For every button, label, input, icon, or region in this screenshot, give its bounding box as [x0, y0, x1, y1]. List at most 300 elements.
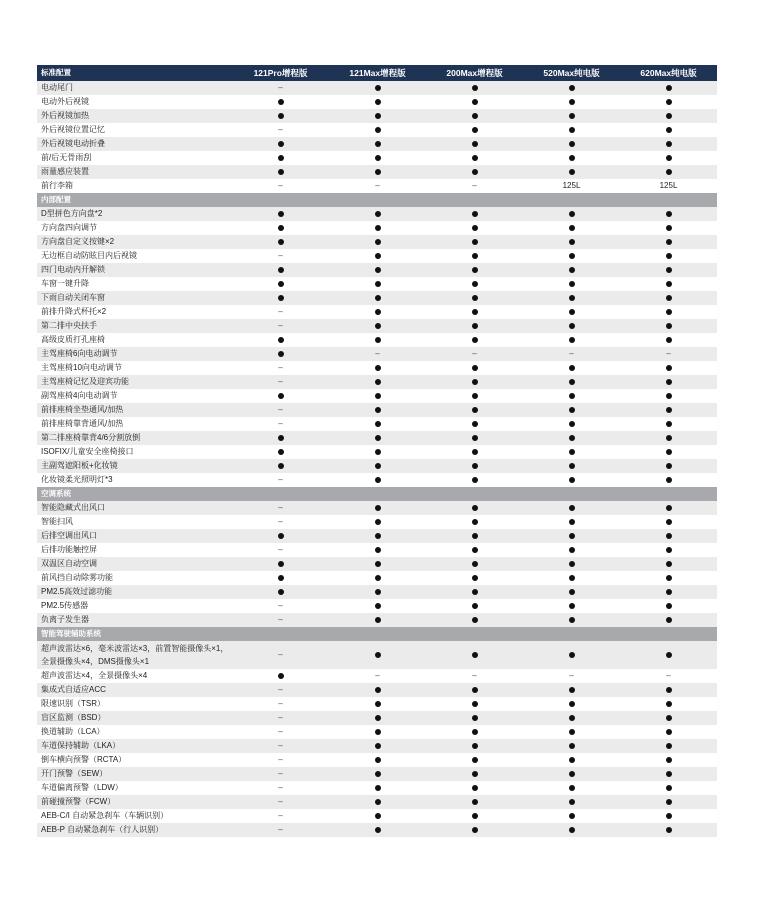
table-row	[37, 249, 717, 263]
standard-dot-cell	[620, 123, 717, 137]
table-row	[37, 445, 717, 459]
not-available-cell	[232, 375, 329, 389]
not-available-cell	[232, 683, 329, 697]
standard-dot-icon	[666, 309, 672, 315]
standard-dot-icon	[569, 701, 575, 707]
standard-dot-icon	[666, 519, 672, 525]
not-available-cell	[329, 669, 426, 683]
standard-dot-cell	[426, 319, 523, 333]
standard-dot-icon	[472, 589, 478, 595]
feature-name	[37, 361, 232, 375]
standard-dot-cell	[329, 683, 426, 697]
feature-name-line: PM2.5高效过滤功能	[41, 587, 113, 596]
standard-dot-cell	[620, 585, 717, 599]
standard-dot-icon	[375, 421, 381, 427]
standard-dot-icon	[666, 393, 672, 399]
table-row	[37, 529, 717, 543]
standard-dot-cell	[426, 781, 523, 795]
standard-dot-cell	[523, 795, 620, 809]
table-body	[37, 81, 717, 837]
standard-dot-cell	[426, 585, 523, 599]
standard-dot-cell	[620, 417, 717, 431]
standard-dot-icon	[375, 827, 381, 833]
feature-name	[37, 725, 232, 739]
standard-dot-icon	[666, 421, 672, 427]
standard-dot-cell	[329, 711, 426, 725]
standard-dot-icon	[472, 701, 478, 707]
standard-dot-icon	[375, 533, 381, 539]
standard-dot-cell	[426, 613, 523, 627]
standard-dot-cell	[620, 151, 717, 165]
standard-dot-cell	[523, 249, 620, 263]
standard-dot-cell	[620, 361, 717, 375]
standard-dot-icon	[666, 603, 672, 609]
not-available-cell	[232, 417, 329, 431]
feature-name	[37, 137, 232, 151]
standard-dot-icon	[666, 701, 672, 707]
standard-dot-cell	[523, 207, 620, 221]
standard-dot-cell	[620, 165, 717, 179]
standard-dot-cell	[620, 795, 717, 809]
feature-name-line: 超声波雷达×6，毫米波雷达×3，前置智能摄像头×1，	[41, 644, 229, 653]
standard-dot-icon	[375, 365, 381, 371]
standard-dot-cell	[329, 739, 426, 753]
standard-dot-cell	[620, 529, 717, 543]
standard-dot-cell	[329, 291, 426, 305]
feature-name-line: AEB-C/I 自动紧急刹车（车辆识别）	[41, 811, 169, 820]
feature-name	[37, 403, 232, 417]
standard-dot-cell	[620, 389, 717, 403]
standard-dot-cell	[620, 515, 717, 529]
standard-dot-icon	[569, 267, 575, 273]
standard-dot-cell	[329, 795, 426, 809]
dash-icon: –	[278, 363, 283, 372]
standard-dot-icon	[375, 785, 381, 791]
feature-name-line: 超声波雷达×4，全景摄像头×4	[41, 671, 148, 680]
feature-name	[37, 207, 232, 221]
table-row	[37, 95, 717, 109]
not-available-cell	[232, 403, 329, 417]
standard-dot-cell	[426, 753, 523, 767]
standard-dot-cell	[620, 235, 717, 249]
dash-icon: –	[278, 601, 283, 610]
standard-dot-icon	[472, 365, 478, 371]
standard-dot-icon	[375, 449, 381, 455]
standard-dot-cell	[620, 683, 717, 697]
standard-dot-icon	[569, 309, 575, 315]
table-row	[37, 515, 717, 529]
standard-dot-icon	[569, 253, 575, 259]
column-header: 121Max增程版	[349, 68, 406, 78]
feature-name-line: 智能隐藏式出风口	[41, 503, 105, 512]
standard-dot-cell	[426, 109, 523, 123]
table-row	[37, 795, 717, 809]
standard-dot-icon	[278, 449, 284, 455]
standard-dot-cell	[523, 137, 620, 151]
standard-dot-cell	[523, 753, 620, 767]
feature-name-line: 前排座椅靠背通风/加热	[41, 419, 124, 428]
standard-dot-cell	[523, 543, 620, 557]
standard-dot-cell	[620, 109, 717, 123]
standard-dot-icon	[666, 715, 672, 721]
dash-icon: –	[278, 503, 283, 512]
standard-dot-icon	[569, 281, 575, 287]
standard-dot-cell	[620, 767, 717, 781]
standard-dot-cell	[426, 361, 523, 375]
standard-dot-cell	[426, 501, 523, 515]
standard-dot-icon	[375, 813, 381, 819]
standard-dot-icon	[278, 211, 284, 217]
table-row	[37, 613, 717, 627]
standard-dot-cell	[426, 137, 523, 151]
standard-dot-cell	[620, 81, 717, 95]
standard-dot-icon	[666, 477, 672, 483]
feature-name-line: 方向盘四向调节	[41, 223, 97, 232]
standard-dot-cell	[620, 249, 717, 263]
standard-dot-icon	[375, 225, 381, 231]
standard-dot-icon	[666, 365, 672, 371]
standard-dot-cell	[620, 319, 717, 333]
dash-icon: –	[278, 377, 283, 386]
standard-dot-icon	[472, 449, 478, 455]
feature-name-line: 双温区自动空调	[41, 559, 97, 568]
feature-name	[37, 683, 232, 697]
table-row	[37, 711, 717, 725]
standard-dot-cell	[329, 753, 426, 767]
standard-dot-icon	[666, 281, 672, 287]
not-available-cell	[232, 599, 329, 613]
standard-dot-icon	[666, 99, 672, 105]
standard-dot-icon	[472, 253, 478, 259]
not-available-cell	[426, 669, 523, 683]
not-available-cell	[232, 515, 329, 529]
standard-dot-icon	[569, 505, 575, 511]
standard-dot-icon	[375, 477, 381, 483]
standard-dot-cell	[329, 263, 426, 277]
standard-dot-icon	[666, 687, 672, 693]
dash-icon: –	[666, 349, 671, 358]
dash-icon: –	[278, 727, 283, 736]
feature-name	[37, 305, 232, 319]
standard-dot-icon	[666, 169, 672, 175]
standard-dot-cell	[620, 809, 717, 823]
standard-dot-icon	[278, 393, 284, 399]
feature-name-line: 盲区监测（BSD）	[41, 713, 106, 722]
dash-icon: –	[278, 125, 283, 134]
standard-dot-icon	[375, 715, 381, 721]
standard-dot-icon	[472, 757, 478, 763]
standard-dot-cell	[620, 403, 717, 417]
not-available-cell	[232, 473, 329, 487]
standard-dot-icon	[375, 519, 381, 525]
standard-dot-cell	[426, 81, 523, 95]
standard-dot-icon	[375, 652, 381, 658]
feature-name	[37, 151, 232, 165]
standard-dot-icon	[375, 589, 381, 595]
standard-dot-cell	[232, 221, 329, 235]
feature-name	[37, 781, 232, 795]
standard-dot-cell	[232, 389, 329, 403]
table-row	[37, 165, 717, 179]
standard-dot-cell	[232, 165, 329, 179]
standard-dot-icon	[569, 141, 575, 147]
standard-dot-cell	[426, 123, 523, 137]
standard-dot-cell	[329, 249, 426, 263]
feature-name	[37, 501, 232, 515]
section-header	[37, 627, 717, 641]
standard-dot-icon	[278, 281, 284, 287]
standard-dot-icon	[666, 407, 672, 413]
standard-dot-cell	[620, 501, 717, 515]
feature-name	[37, 809, 232, 823]
standard-dot-cell	[329, 823, 426, 837]
header-title: 标准配置	[41, 68, 71, 77]
standard-dot-cell	[523, 557, 620, 571]
not-available-cell	[620, 669, 717, 683]
standard-dot-cell	[232, 235, 329, 249]
standard-dot-cell	[426, 739, 523, 753]
column-header: 520Max纯电版	[543, 68, 600, 78]
standard-dot-icon	[569, 435, 575, 441]
standard-dot-cell	[620, 543, 717, 557]
feature-name	[37, 319, 232, 333]
standard-dot-cell	[523, 613, 620, 627]
standard-dot-icon	[472, 743, 478, 749]
feature-name	[37, 375, 232, 389]
feature-name	[37, 445, 232, 459]
standard-dot-cell	[329, 333, 426, 347]
standard-dot-icon	[472, 505, 478, 511]
table-row	[37, 739, 717, 753]
standard-dot-cell	[523, 648, 620, 662]
standard-dot-cell	[523, 165, 620, 179]
standard-dot-cell	[523, 529, 620, 543]
standard-dot-icon	[666, 225, 672, 231]
table-row	[37, 375, 717, 389]
standard-dot-cell	[620, 137, 717, 151]
standard-dot-icon	[278, 169, 284, 175]
standard-dot-cell	[523, 725, 620, 739]
dash-icon: –	[278, 713, 283, 722]
standard-dot-cell	[329, 781, 426, 795]
not-available-cell	[232, 249, 329, 263]
standard-dot-icon	[375, 253, 381, 259]
dash-icon: –	[278, 83, 283, 92]
not-available-cell	[232, 697, 329, 711]
standard-dot-icon	[666, 155, 672, 161]
standard-dot-icon	[278, 589, 284, 595]
standard-dot-cell	[329, 109, 426, 123]
standard-dot-cell	[620, 263, 717, 277]
standard-dot-cell	[329, 151, 426, 165]
standard-dot-icon	[375, 575, 381, 581]
standard-dot-cell	[329, 361, 426, 375]
standard-dot-icon	[569, 785, 575, 791]
standard-dot-icon	[569, 449, 575, 455]
standard-dot-icon	[472, 85, 478, 91]
standard-dot-cell	[523, 767, 620, 781]
not-available-cell	[232, 179, 329, 193]
table-row	[37, 207, 717, 221]
standard-dot-icon	[472, 799, 478, 805]
feature-name-line: 外后视镜位置记忆	[41, 125, 105, 134]
standard-dot-cell	[426, 725, 523, 739]
feature-name	[37, 669, 232, 683]
feature-name	[37, 613, 232, 627]
standard-dot-cell	[523, 823, 620, 837]
not-available-cell	[232, 305, 329, 319]
feature-name	[37, 123, 232, 137]
table-row	[37, 809, 717, 823]
not-available-cell	[523, 669, 620, 683]
feature-name	[37, 795, 232, 809]
table-row	[37, 319, 717, 333]
standard-dot-icon	[666, 757, 672, 763]
feature-name-line: 前碰撞预警（FCW）	[41, 797, 116, 806]
standard-dot-icon	[472, 295, 478, 301]
feature-name	[37, 642, 232, 668]
standard-dot-cell	[232, 347, 329, 361]
standard-dot-cell	[620, 571, 717, 585]
standard-dot-cell	[329, 389, 426, 403]
standard-dot-icon	[666, 267, 672, 273]
standard-dot-icon	[569, 155, 575, 161]
feature-name-line: 雨量感应装置	[41, 167, 89, 176]
standard-dot-cell	[329, 417, 426, 431]
standard-dot-cell	[329, 557, 426, 571]
standard-dot-cell	[523, 809, 620, 823]
standard-dot-cell	[523, 585, 620, 599]
standard-dot-icon	[666, 239, 672, 245]
standard-dot-cell	[426, 648, 523, 662]
table-row	[37, 403, 717, 417]
standard-dot-cell	[232, 459, 329, 473]
table-row	[37, 235, 717, 249]
standard-dot-icon	[666, 729, 672, 735]
section-title: 智能驾驶辅助系统	[41, 629, 101, 638]
standard-dot-icon	[569, 477, 575, 483]
table-row	[37, 151, 717, 165]
standard-dot-icon	[472, 435, 478, 441]
dash-icon: –	[278, 321, 283, 330]
table-row	[37, 669, 717, 683]
table-row	[37, 221, 717, 235]
standard-dot-cell	[232, 277, 329, 291]
standard-dot-cell	[426, 291, 523, 305]
standard-dot-icon	[569, 421, 575, 427]
standard-dot-cell	[232, 207, 329, 221]
feature-name	[37, 417, 232, 431]
dash-icon: –	[278, 650, 283, 659]
feature-name	[37, 221, 232, 235]
standard-dot-icon	[375, 337, 381, 343]
standard-dot-icon	[569, 652, 575, 658]
feature-name	[37, 95, 232, 109]
standard-dot-cell	[232, 529, 329, 543]
standard-dot-cell	[620, 739, 717, 753]
not-available-cell	[232, 501, 329, 515]
feature-name-line: 下雨自动关闭车窗	[41, 293, 105, 302]
not-available-cell	[523, 347, 620, 361]
standard-dot-cell	[232, 333, 329, 347]
standard-dot-cell	[523, 361, 620, 375]
standard-dot-icon	[472, 141, 478, 147]
standard-dot-icon	[375, 281, 381, 287]
feature-name	[37, 291, 232, 305]
standard-dot-cell	[426, 599, 523, 613]
standard-dot-icon	[666, 652, 672, 658]
feature-name-line: D型拼色方向盘*2	[41, 209, 103, 218]
standard-dot-cell	[232, 571, 329, 585]
dash-icon: –	[278, 699, 283, 708]
standard-dot-icon	[569, 575, 575, 581]
standard-dot-icon	[569, 393, 575, 399]
section-title: 内部配置	[41, 195, 71, 204]
standard-dot-icon	[666, 505, 672, 511]
not-available-cell	[232, 781, 329, 795]
standard-dot-icon	[278, 561, 284, 567]
standard-dot-cell	[523, 109, 620, 123]
standard-dot-cell	[426, 459, 523, 473]
not-available-cell	[329, 179, 426, 193]
feature-name	[37, 571, 232, 585]
standard-dot-icon	[375, 561, 381, 567]
feature-name	[37, 263, 232, 277]
standard-dot-cell	[620, 305, 717, 319]
standard-dot-icon	[472, 729, 478, 735]
standard-dot-icon	[569, 85, 575, 91]
feature-name-line: 智能扫风	[41, 517, 73, 526]
standard-dot-cell	[329, 431, 426, 445]
standard-dot-icon	[472, 421, 478, 427]
standard-dot-cell	[329, 305, 426, 319]
feature-name	[37, 347, 232, 361]
standard-dot-cell	[426, 95, 523, 109]
standard-dot-cell	[620, 613, 717, 627]
feature-name-line: 无边框自动防眩目内后视镜	[41, 251, 137, 260]
standard-dot-cell	[426, 249, 523, 263]
standard-dot-icon	[666, 141, 672, 147]
standard-dot-cell	[329, 207, 426, 221]
standard-dot-icon	[472, 267, 478, 273]
standard-dot-cell	[426, 809, 523, 823]
table-row	[37, 81, 717, 95]
standard-dot-icon	[472, 519, 478, 525]
standard-dot-cell	[426, 403, 523, 417]
standard-dot-cell	[232, 431, 329, 445]
feature-name-line: 前排座椅坐垫通风/加热	[41, 405, 124, 414]
standard-dot-cell	[329, 375, 426, 389]
standard-dot-cell	[620, 333, 717, 347]
feature-name	[37, 767, 232, 781]
standard-dot-icon	[472, 463, 478, 469]
standard-dot-icon	[375, 505, 381, 511]
standard-dot-icon	[375, 141, 381, 147]
standard-dot-cell	[426, 515, 523, 529]
standard-dot-icon	[569, 365, 575, 371]
standard-dot-icon	[569, 617, 575, 623]
standard-dot-icon	[666, 743, 672, 749]
standard-dot-cell	[523, 739, 620, 753]
table-row	[37, 333, 717, 347]
standard-dot-icon	[472, 393, 478, 399]
feature-name	[37, 585, 232, 599]
standard-dot-cell	[426, 263, 523, 277]
standard-dot-cell	[523, 459, 620, 473]
standard-dot-icon	[569, 169, 575, 175]
table-row	[37, 683, 717, 697]
table-row	[37, 473, 717, 487]
